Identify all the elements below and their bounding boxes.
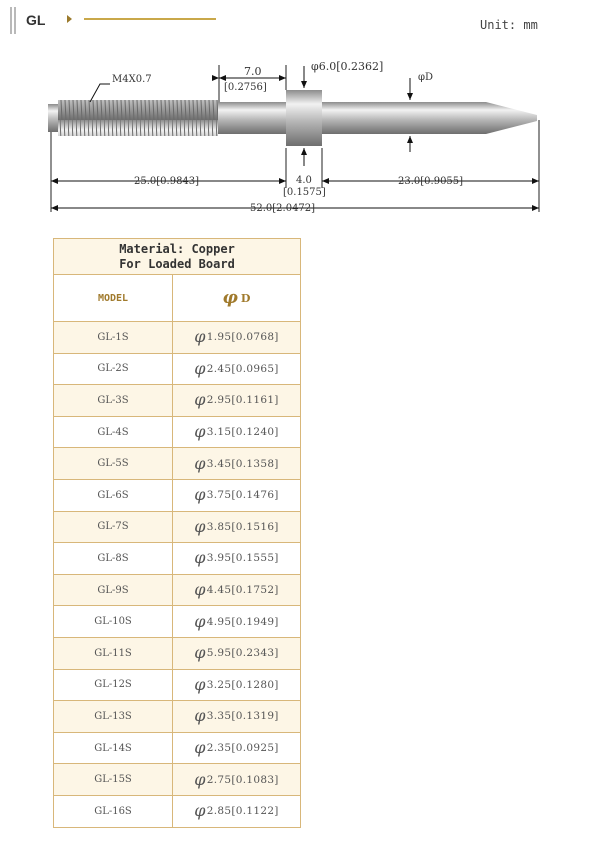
model-cell: GL-8S <box>54 543 173 574</box>
diameter-cell <box>173 606 300 637</box>
header-rule <box>84 18 216 20</box>
right-length-label: 23.0[0.9055] <box>398 176 464 187</box>
diameter-value: 4.95[0.1949] <box>206 615 279 628</box>
diameter-symbol-icon: φ <box>194 611 206 631</box>
diameter-value: 3.15[0.1240] <box>206 426 279 439</box>
table-row <box>54 638 300 670</box>
table-title <box>54 239 300 275</box>
diameter-cell <box>173 417 300 448</box>
model-cell: GL-13S <box>54 701 173 732</box>
model-cell: GL-12S <box>54 670 173 701</box>
diameter-value: 3.95[0.1555] <box>206 552 279 565</box>
model-cell: GL-2S <box>54 354 173 385</box>
spec-table <box>53 238 301 828</box>
left-length-label: 25.0[0.9843] <box>134 176 200 187</box>
table-row <box>54 417 300 449</box>
column-header-model: MODEL <box>54 275 173 321</box>
diameter-cell <box>173 512 300 543</box>
diameter-symbol-icon: φ <box>194 706 206 726</box>
page-header <box>0 0 600 40</box>
pin-thread <box>58 100 218 136</box>
table-row <box>54 354 300 386</box>
diameter-cell <box>173 385 300 416</box>
diameter-cell <box>173 670 300 701</box>
diameter-symbol-icon: φ <box>194 327 206 347</box>
diameter-value: 3.25[0.1280] <box>206 678 279 691</box>
diameter-value: 3.75[0.1476] <box>206 489 279 502</box>
diameter-value: 4.45[0.1752] <box>206 584 279 597</box>
head-length-inch-label: [0.2756] <box>224 82 267 93</box>
diameter-value: 3.35[0.1319] <box>206 710 279 723</box>
model-cell: GL-7S <box>54 512 173 543</box>
table-row <box>54 796 300 827</box>
collar-length-inch-label: [0.1575] <box>283 187 326 198</box>
table-row <box>54 575 300 607</box>
model-cell: GL-11S <box>54 638 173 669</box>
diameter-symbol-icon: φ <box>194 422 206 442</box>
diameter-value: 2.35[0.0925] <box>206 742 279 755</box>
diameter-value: 2.75[0.1083] <box>206 773 279 786</box>
diameter-cell <box>173 733 300 764</box>
diameter-value: 5.95[0.2343] <box>206 647 279 660</box>
diameter-symbol-icon: φ <box>194 485 206 505</box>
total-length-label: 52.0[2.0472] <box>250 203 316 214</box>
diameter-value: 2.85[0.1122] <box>206 805 279 818</box>
table-row <box>54 701 300 733</box>
model-cell: GL-10S <box>54 606 173 637</box>
table-row <box>54 480 300 512</box>
model-cell: GL-1S <box>54 322 173 353</box>
header-bar-icon <box>10 7 12 34</box>
caret-right-icon <box>67 15 72 23</box>
table-row <box>54 543 300 575</box>
model-cell: GL-16S <box>54 796 173 827</box>
pin-drawing <box>0 40 600 220</box>
diameter-symbol-icon: φ <box>194 516 206 536</box>
diameter-symbol-icon: φ <box>194 453 206 473</box>
diameter-symbol-icon: φ <box>194 738 206 758</box>
table-row <box>54 448 300 480</box>
diameter-symbol-icon: φ <box>194 769 206 789</box>
table-row <box>54 512 300 544</box>
table-row <box>54 764 300 796</box>
column-header-diameter <box>173 275 300 321</box>
model-cell: GL-15S <box>54 764 173 795</box>
model-cell: GL-5S <box>54 448 173 479</box>
table-header-row <box>54 275 300 322</box>
model-cell: GL-9S <box>54 575 173 606</box>
diameter-cell <box>173 764 300 795</box>
header-bar-icon <box>14 7 16 34</box>
tip-diameter-label: φD <box>418 72 434 83</box>
diameter-value: 3.45[0.1358] <box>206 457 279 470</box>
model-cell: GL-3S <box>54 385 173 416</box>
diameter-label: D <box>240 291 251 305</box>
table-row <box>54 385 300 417</box>
unit-label: Unit: mm <box>480 18 538 32</box>
collar-diameter-label: φ6.0[0.2362] <box>311 60 384 73</box>
diameter-cell <box>173 480 300 511</box>
table-body <box>54 322 300 827</box>
diameter-cell <box>173 796 300 827</box>
diameter-symbol-icon: φ <box>194 390 206 410</box>
table-row <box>54 733 300 765</box>
diameter-cell <box>173 448 300 479</box>
diameter-symbol-icon: φ <box>194 580 206 600</box>
model-cell: GL-4S <box>54 417 173 448</box>
collar-length-label: 4.0 <box>296 175 312 186</box>
diameter-symbol-icon: φ <box>194 358 206 378</box>
diameter-cell <box>173 543 300 574</box>
diameter-cell <box>173 638 300 669</box>
thread-label: M4X0.7 <box>112 74 152 85</box>
model-cell: GL-14S <box>54 733 173 764</box>
pin-tip <box>486 102 537 134</box>
table-row <box>54 322 300 354</box>
table-row <box>54 670 300 702</box>
diameter-symbol-icon: φ <box>194 548 206 568</box>
page-title: GL <box>26 12 46 28</box>
diameter-value: 3.85[0.1516] <box>206 520 279 533</box>
pin-thread-end <box>48 104 58 132</box>
model-cell: GL-6S <box>54 480 173 511</box>
material-label: Material: Copper <box>119 242 235 256</box>
diameter-cell <box>173 354 300 385</box>
table-row <box>54 606 300 638</box>
board-label: For Loaded Board <box>119 257 235 271</box>
diameter-cell <box>173 575 300 606</box>
diameter-value: 2.95[0.1161] <box>206 394 279 407</box>
diameter-symbol-icon: φ <box>194 643 206 663</box>
diameter-cell <box>173 322 300 353</box>
pin-shaft-left <box>218 102 286 134</box>
diameter-value: 2.45[0.0965] <box>206 362 279 375</box>
diameter-cell <box>173 701 300 732</box>
diameter-value: 1.95[0.0768] <box>206 331 279 344</box>
pin-collar <box>286 90 322 146</box>
pin-shaft-right <box>322 102 486 134</box>
diameter-symbol-icon: φ <box>222 288 238 308</box>
head-length-label: 7.0 <box>244 65 262 78</box>
diameter-symbol-icon: φ <box>194 801 206 821</box>
diameter-symbol-icon: φ <box>194 674 206 694</box>
